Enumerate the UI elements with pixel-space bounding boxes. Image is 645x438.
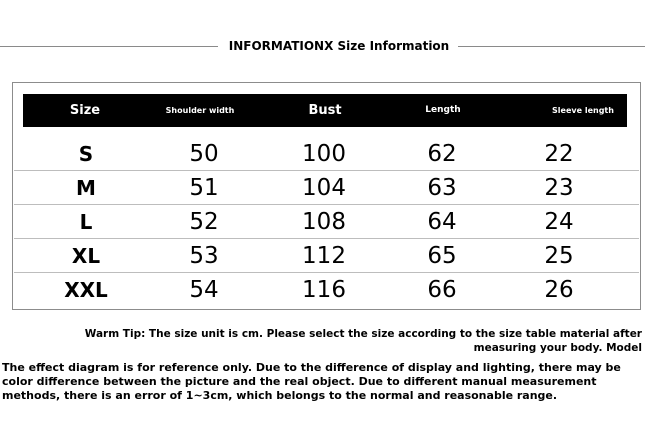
table-row [14,240,639,273]
bust-cell: 112 [302,243,346,269]
bust-cell: 108 [302,209,346,235]
length-cell: 64 [427,209,457,235]
sleeve-length-cell: 23 [544,175,574,201]
table-header [23,94,627,127]
column-header-size: Size [69,103,101,118]
header-divider-right [458,46,645,47]
shoulder-width-cell: 51 [189,175,219,201]
column-header-sleeve-length: Sleeve length [552,106,614,115]
page-title: INFORMATIONX Size Information [228,39,450,53]
length-cell: 62 [427,141,457,167]
bust-cell: 116 [302,277,346,303]
table-row [14,172,639,205]
bust-cell: 100 [302,141,346,167]
size-cell: M [76,176,96,200]
header-divider-left [0,46,218,47]
column-header-length: Length [425,105,461,115]
size-table [12,82,641,310]
table-row [14,206,639,239]
size-cell: L [79,210,93,234]
length-cell: 63 [427,175,457,201]
table-row [14,274,639,307]
disclaimer-note: The effect diagram is for reference only. Due to the difference of display and lighting, there may be color difference between the picture and the real object. Due to different manual measurement methods, there is an error of 1~3cm, which belongs to the normal and reasonable range. [2,361,621,402]
shoulder-width-cell: 52 [189,209,219,235]
shoulder-width-cell: 54 [189,277,219,303]
length-cell: 65 [427,243,457,269]
sleeve-length-cell: 22 [544,141,574,167]
column-header-bust: Bust [308,103,342,118]
size-cell: XXL [64,278,108,302]
sleeve-length-cell: 24 [544,209,574,235]
shoulder-width-cell: 53 [189,243,219,269]
size-cell: XL [71,244,101,268]
size-cell: S [78,142,94,166]
table-row [14,138,639,171]
column-header-shoulder-width: Shoulder width [165,106,235,115]
section-header [0,37,645,55]
warm-tip-note: Warm Tip: The size unit is cm. Please select the size according to the size table material after measuring your body. Model [84,328,642,354]
length-cell: 66 [427,277,457,303]
bust-cell: 104 [302,175,346,201]
sleeve-length-cell: 26 [544,277,574,303]
sleeve-length-cell: 25 [544,243,574,269]
shoulder-width-cell: 50 [189,141,219,167]
